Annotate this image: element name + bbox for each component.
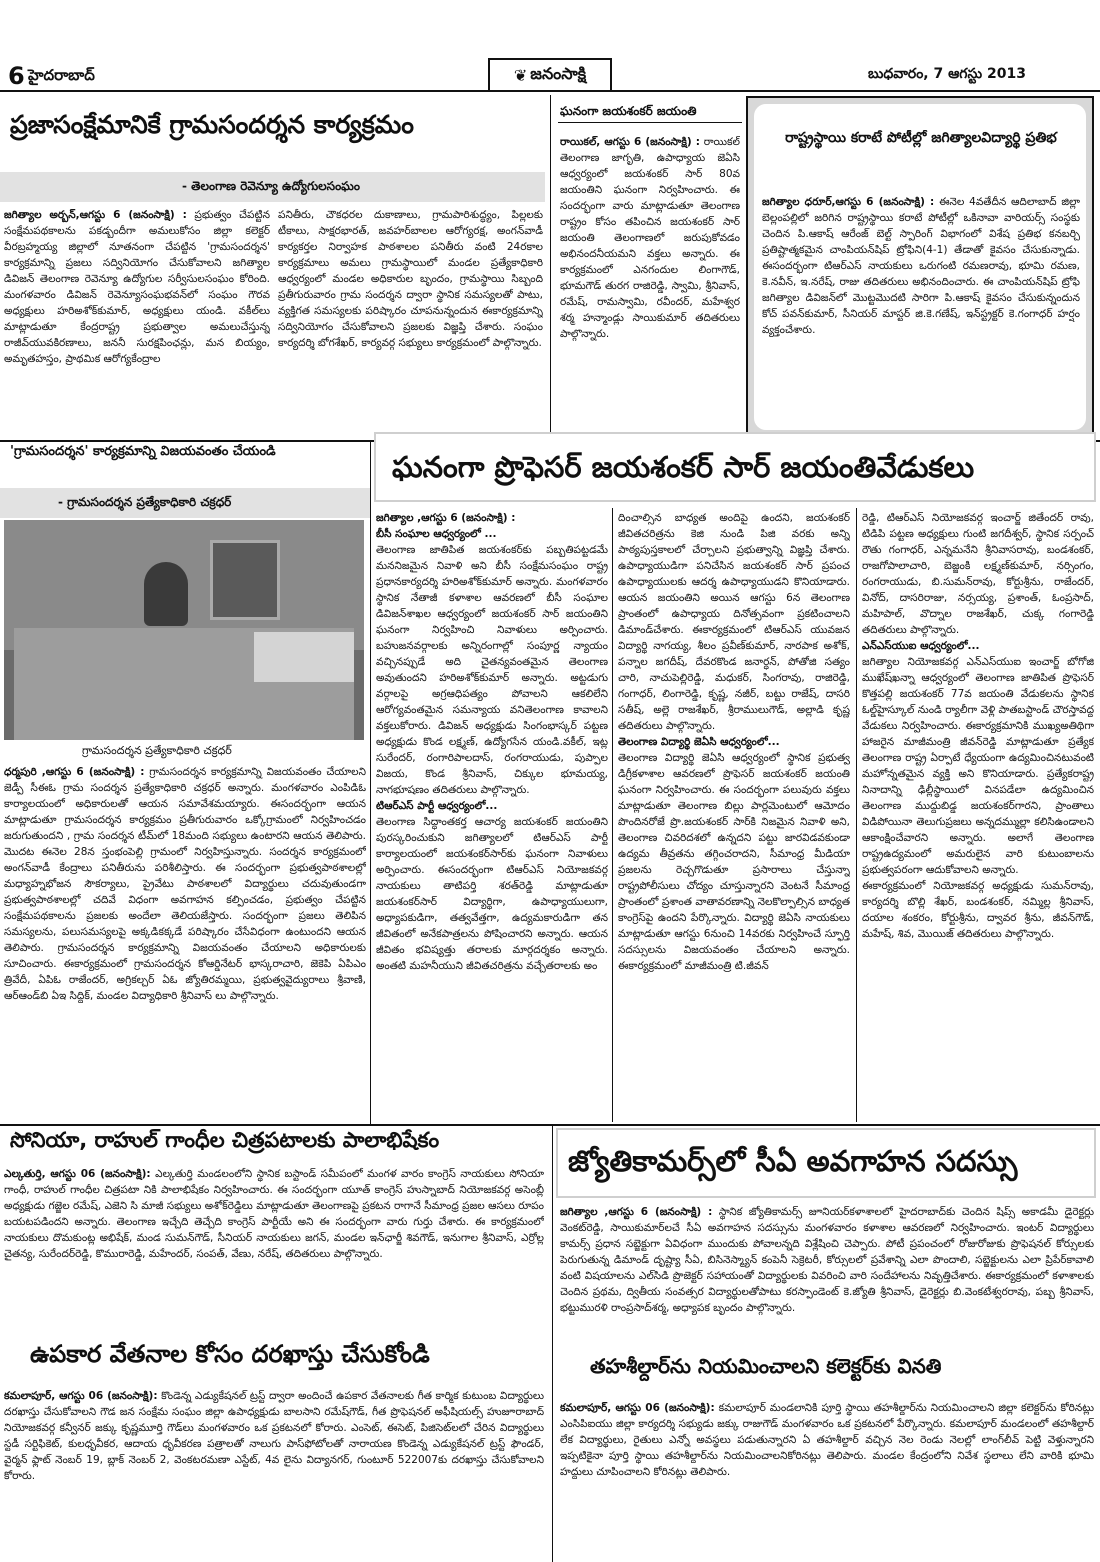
story4-text: గ్రామసందర్శన కార్యక్రమాన్ని విజయవంతం చేయాలని జెడ్పీ సీఈఓ గ్రామ సందర్శన ప్రత్యేకాధికారి చక్రధర్ అన్నారు. మంగళవారం ఎంపిడిఓ కార్యాలయంలో అధికారులతో ఆయన సమావేశమయ్యారు. ఈసందర్భంగా ఆయన మాట్లాడుతూ గ్రామసందర్శన కార్యక్రమం ప్రతీగురువారం ఒక్కోగ్రామంలో నిర్వహించడం జరుగుతుందని , గ్రామ సందర్శన టీమ్‌లో 18మంది సభ్యులు ఉంటారని ఆయన తెలిపారు. మొదట ఈనెల 28న స్తంభంపెల్లి గ్రామంలో నిర్వహిస్తున్నారు. సందర్శన కార్యక్రమంలో అంగన్‌వాడీ కేంద్రాలు పనితీరును పరిశీలిస్తారు. ఈ సందర్భంగా ప్రభుత్వపాఠశాలల్లో మధ్యాహ్నభోజన సౌకర్యాలు, ప్రైవేటు పాఠశాలలో విద్యార్థులు చదువుతుండగా ప్రభుత్వపాఠశాలల్లో చదివే విధంగా అవగాహన కల్పించడం, ప్రభుత్వం చేపట్టిన సంక్షేమపథకాలను ప్రజలకు అందేలా తెలియజేస్తారు. సందర్భంగా ప్రజలు తెలిపిన సమస్యలను, పలుసమస్యలపై అక్కడికక్కడే పరిష్కారం చేసేవిధంగా ఉంటుందని ఆయన తెలిపారు. గ్రామసందర్శన కార్యక్రమాన్ని విజయవంతం చేయాలని అధికారులకు సూచించారు. ఈకార్యక్రమంలో గ్రామసందర్శన కోఆర్డినేటర్ భాస్కరాచారి, జెకెపి ఏపిఎం త్రివేదీ, ఏపిఓ రాజేందర్, అగ్రికల్చర్ ఏఓ జ్యోతిరమ్మయి, ప్రభుత్వవైద్యురాలు శ్రీవాణి, ఆర్‌ఆండ్‌బి ఏఇ సిద్దిక్, మండల విద్యాధికారి శ్రీనివాస్ లు పాల్గొన్నారు.	[4, 766, 366, 1002]
story6-headline: సోనియా, రాహుల్ గాంధీల చిత్రపటాలకు పాలాభిషేకం	[10, 1128, 440, 1152]
story5-subhead-trs: టిఆర్‌ఎస్ పార్టీ ఆధ్వర్యంలో...	[376, 800, 498, 812]
story2-rule	[558, 122, 742, 123]
story9-headline: తహశీల్దార్‌ను నియమించాలని కలెక్టర్‌కు వినతి	[590, 1354, 942, 1378]
story3-text: ఈనెల 4వతేదీన ఆదిలాబాద్ జిల్లా బెల్లంపల్లిలో జరిగిన రాష్ట్రస్థాయి కరాటే పోటీల్లో ఒకినావా వారియర్స్ సంస్థకు చెందిన పి.ఆకాష్ ఆరేంజ్ బెల్ట్ స్పారింగ్ విభాగంలో విశేష ప్రతిభ కనబర్చి ప్రతిష్టాత్మకమైన చాంపియన్‌షిప్ ట్రోఫిని(4-1) తేడాతో కైవసం చేసుకున్నాడు. ఈసందర్భంగా టిఆర్‌ఎస్ నాయకులు ఒరుగంటి రమణరావు, భూమి రమణ, కె.నవీన్, ఇ.నరేష్, రాజు తదితరులు అభినందించారు. ఈ చాంపియన్‌షిప్ ట్రోఫి జగిత్యాల డివిజన్‌లో మొట్టమొదటి సారిగా పి.ఆకాష్ కైవసం చేసుకున్నందున కోచ్ పవన్‌కుమార్, సీనియర్ మాస్టర్ జి.కె.గణేష్, ఇన్‌స్ట్రక్టర్ కె.గంగాధర్ హర్షం వ్యక్తంచేశారు.	[762, 196, 1080, 336]
story1-col2-text: పనితీరు, చౌకధరల దుకాణాలు, గ్రామపారిశుద్ధ్యం, పిల్లలకు టీకాలు, సాక్షరభారత్, జవహర్‌బాలల ఆరోగ్యరక్ష, అంగన్‌వాడీ కార్యకర్తల నిర్వాహక పాఠశాలల పనితీరు వంటి 24రకాల కార్యక్రమాలు అమలు గ్రామస్థాయిలో మండల ప్రత్యేకాధికారి ఆధ్వర్యంలో మండల అధికారుల బృందం, గ్రామస్థాయి సిబ్బంది ప్రతీగురువారం గ్రామ సందర్శన ద్వారా స్థానిక సమస్యలతో పాటు, వ్యక్తిగత సమస్యలకు పరిష్కారం చూపనున్నందున ఈకార్యక్రమాన్ని సద్వినియోగం చేసుకోవాలని ప్రజలకు విజ్ఞప్తి చేశారు. సంఘం కార్యదర్శి బోగశేఖర్, కార్యవర్గ సభ్యులు కార్యక్రమంలో పాల్గొన్నారు.	[278, 209, 543, 349]
issue-date: బుధవారం, 7 ఆగస్టు 2013	[868, 66, 1026, 82]
story5-col1-a: తెలంగాణ జాతిపిత జయశంకర్‌కు పబ్బతిపట్టడమే మననిజమైన నివాళి అని బీసీ సంక్షేమసంఘం రాష్ట్ర ప్రధానకార్యదర్శి హరిఅశోక్‌కుమార్ అన్నారు. మంగళవారం స్థానిక నేతాజీ కళాశాల ఆవరణలో బీసీ సంఘాల డివిజన్‌శాఖల ఆధ్వర్యంలో జయశంకర్ సార్ జయంతిని ఘనంగా నిర్వహించి నివాళులు అర్పించారు. బహుజనవర్గాలకు అన్నిరంగాల్లో సంపూర్ణ న్యాయం వచ్చినప్పుడే అది చైతన్యవంతమైన తెలంగాణ అవుతుందని హరిఅశోక్‌కుమార్ అన్నారు. అట్టడుగు వర్గాలపై అగ్రఆధిపత్యం పోవాలని ఆకలిలేని ఆరోగ్యవంతమైన సమన్యాయ వనితెలంగాణ కావాలని వక్తలుకోరారు. డివిజన్ అధ్యక్షుడు సింగంభాస్కర్ పట్టణ అధ్యక్షుడు కొండ లక్ష్మణ్, ఉద్యోగసేన యండి.వకీల్, ఇట్ల సురేందర్, రంగారిపాలదాస్, రంగరాయుడు, పుప్పాల విజయ, కొండ శ్రీనివాస్, చిక్కుల భూమయ్య, నాగభూషణం తదితరులు పాల్గొన్నారు.	[376, 544, 608, 796]
story8-headline: ఉపకార వేతనాల కోసం దరఖాస్తు చేసుకోండి	[30, 1340, 430, 1368]
story3-inner	[754, 104, 1086, 430]
story5-col2	[618, 510, 850, 1122]
story1-byline: - తెలంగాణ రెవెన్యూ ఉద్యోగులసంఘం	[182, 179, 360, 193]
logo-icon: ❦	[513, 65, 528, 85]
story7-headline-box	[556, 1128, 1096, 1198]
masthead-rule	[0, 90, 1100, 92]
story3-headline: రాష్ట్రస్థాయి కరాటే పోటీల్లో జగిత్యాలవిద్యార్థి ప్రతిభ	[785, 130, 1057, 146]
story7-dateline: జగిత్యాల ,ఆగస్టు 6 (జనంసాక్షి) :	[560, 1206, 713, 1218]
story1-headline: ప్రజాసంక్షేమానికే గ్రామసందర్శన కార్యక్రమం	[10, 110, 414, 139]
story5-headline-box	[374, 432, 1096, 502]
story5-col2-b: తెలంగాణ విద్యార్థి జెఏసి ఆధ్వర్యంలో స్థానిక ప్రభుత్వ డిగ్రీకళాశాల ఆవరణలో ప్రొఫెసర్ జయశంకర్ జయంతి ఘనంగా నిర్వహించారు. ఈ సందర్భంగా పలువురు వక్తలు మాట్లాడుతూ తెలంగాణ బిల్లు పార్లమెంటులో ఆమోదం పొందినరోజే ప్రొ.జయశంకర్ సార్‌కి నిజమైన నివాళి అని, తెలంగాణ చివరిదశలో ఉన్నదని పట్టు జారవిడవకుండా ఉద్యమ తీవ్రతను తగ్గించరాదని, సీమాంధ్ర మీడియా ప్రజలను రెచ్చగొడుతూ ప్రసారాలు చేస్తున్నా రాష్ట్రపోలీసులు చోద్యం చూస్తున్నారని వెంటనే సీమాంధ్ర ప్రాంతంలో ప్రశాంత వాతావరణాన్ని నెలకొల్పాల్సిన బాధ్యత కాంగ్రెస్‌పై ఉందని పేర్కొన్నారు. విద్యార్థి జెఏసి నాయకులు మాట్లాడుతూ ఆగస్టు 6నుంచి 14వరకు నిర్వహించే స్ఫూర్తి సదస్సులను విజయవంతం చేయాలని అన్నారు. ఈకార్యక్రమంలో మాజీమంత్రి టి.జీవన్	[618, 752, 850, 972]
story2-headline: ఘనంగా జయశంకర్ జయంతి	[560, 104, 697, 118]
story1-col1	[4, 207, 270, 439]
official-photo	[4, 520, 364, 740]
story4-headline: 'గ్రామసందర్శన' కార్యక్రమాన్ని విజయవంతం చేయండి	[10, 444, 276, 459]
story9-dateline: కమలాపూర్, ఆగస్టు 06 (జనంసాక్షి):	[560, 1402, 715, 1414]
story1-col2	[278, 207, 543, 439]
story5-col1	[376, 510, 608, 1122]
story5-col2-a: దించాల్సిన బాధ్యత అందిపై ఉందని, జయశంకర్ జీవితచరిత్రను కెజి నుండి పిజి వరకు అన్ని పాఠ్యపుస్తకాలలో చేర్చాలని ప్రభుత్వాన్ని విజ్ఞప్తి చేశారు. ఉపాధ్యాయుడిగా పనిచేసిన జయశంకర్ సార్ ప్రపంచ ఉపాధ్యాయులకు ఆదర్శ ఉపాధ్యాయుడని కొనియాడారు. ఆయన జయంతిని అయిన ఆగస్టు 6న తెలంగాణ ప్రాంతంలో ఉపాధ్యాయ దినోత్సవంగా ప్రకటించాలని డిమాండ్‌చేశారు. ఈకార్యక్రమంలో టిఆర్‌ఎస్ యువజన విద్యార్థి నాగయ్య, శీలం ప్రవీణ్‌కుమార్, నారపాక అశోక్, పన్నాల జగదీష్, దేవరకొండ జనార్ధన్, పోతోజి సత్యం చారి, నాచుపెల్లిరెడ్డి, మధుకర్, సింగరావు, రాజిరెడ్డి, గంగాధర్, లింగారెడ్డి, కృష్ణ, నజీర్, బట్టు రాజేష్, దాసరి సతీష్, అల్లె రాజశేఖర్, శ్రీరాములుగౌడ్, అల్లాడి కృష్ణ తదితరులు పాల్గొన్నారు.	[618, 512, 850, 732]
story7-headline: జ్యోతికామర్స్‌లో సీఏ అవగాహన సదస్సు	[568, 1144, 1018, 1178]
story5-col3-a: రెడ్డి, టిఆర్‌ఎస్ నియోజకవర్గ ఇంచార్జ్ జితేందర్ రావు, టిడిపి పట్టణ అధ్యక్షులు గుంటి జగదీశ్వర్, స్థానిక సర్పంచ్ రౌతు గంగాధర్, ఎన్నమనేని శ్రీనివాసరావు, బండశంకర్, రాజగోపాలాచారి, బెజ్జంకి లక్ష్మణ్‌కుమార్, నర్సింగం, రంగరాయుడు, బి.సుమన్‌రావు, కోర్టుశ్రీను, రాజేందర్, వినోద్, దాసరిరాజు, నర్సయ్య, ప్రశాంత్, ఓంప్రసాద్, మహిపాల్, వొద్నాల రాజశేఖర్, చుక్క గంగారెడ్డి తదితరులు పాల్గొన్నారు.	[862, 512, 1094, 636]
story7-text: స్థానిక జ్యోతికామర్స్ జూనియర్‌కళాశాలలో హైదరాబాద్‌కు చెందిన షిప్స్ అకాడమీ డైరెక్టర్లు వెంకట్‌రెడ్డి, సాయికుమార్‌లచే సీఏ అవగాహన సదస్సును మంగళవారం కళాశాల ఆవరణలో నిర్వహించారు. ఇంటర్ విద్యార్థులు కామర్స్ ప్రధాన సబ్జెక్టుగా ఏవిధంగా ముందుకు పోవాలన్నది విశ్లేషించి చెప్పారు. పోటీ ప్రపంచంలో రోజురోజుకు ప్రొఫెషనల్ కోర్సులకు పెరుగుతున్న డిమాండ్ దృష్ట్యా సీఏ, బిసినెస్మ్యాన్ కంపెనీ సెక్రెటరీ, కోర్సులలో ప్రవేశాన్ని ఎలా పొందాలి, సబ్జెక్టులను ఎలా ప్రిపేర్‌కావాలి వంటి విషయాలను ఎల్‌సిడి ప్రొజెక్టర్ సహాయంతో విద్యార్థులకు వివరించి వారి సందేహాలను నివృత్తిచేశారు. ఈకార్యక్రమంలో కళాశాలకు చెందిన ప్రథమ, ద్వితీయ సంవత్సర విద్యార్థులతోపాటు కరస్పాండెంట్ కె.జ్యోతి శ్రీనివాస్, డైరెక్టర్లు బి.వెంకటేశ్వరరావు, పబ్బ శ్రీనివాస్, భట్టుమురళి రాంప్రసాద్‌శర్మ, అధ్యాపక బృందం పాల్గొన్నారు.	[560, 1206, 1094, 1314]
story5-dateline: జగిత్యాల ,ఆగస్టు 6 (జనంసాక్షి) :	[376, 512, 516, 524]
col-divider	[550, 95, 551, 437]
story5-headline: ఘనంగా ప్రొఫెసర్ జయశంకర్ సార్ జయంతివేడుకలు	[392, 450, 975, 484]
photo-caption: గ్రామసందర్శన ప్రత్యేకాధికారి చక్రధర్	[82, 744, 232, 757]
photo-papers	[254, 632, 354, 682]
masthead-logo	[488, 58, 612, 92]
city-label: హైదరాబాద్	[28, 66, 95, 84]
story2-text: రాయికల్ తెలంగాణ జాగృతి, ఉపాధ్యాయ జెఏసి ఆధ్వర్యంలో జయశంకర్ సార్ 80వ జయంతిని ఘనంగా నిర్వహించారు. ఈ సందర్భంగా వారు మాట్లాడుతూ తెలంగాణ రాష్ట్రం కోసం తపించిన జయశంకర్ సార్ జయంతి తెలంగాణలో జరుపుకోవడం అభినందనీయమని వక్తలు అన్నారు. ఈ కార్యక్రమంలో ఎనగందుల లింగాగౌడ్, భూమగౌడ్ తురగ రాజిరెడ్డి, స్వామి, శ్రీనివాస్, రమేష్, రామస్వామి, రవీందర్, మహేశ్వర శర్మ హన్మాండ్లు సాయికుమార్ తదితరులు పాల్గొన్నారు.	[560, 136, 740, 340]
story8-body	[4, 1388, 544, 1558]
photo-window	[210, 540, 280, 620]
story5-col3	[862, 510, 1094, 1122]
story3-dateline: జగిత్యాల ధరూర్,ఆగస్టు 6 (జనంసాక్షి) :	[762, 196, 935, 208]
story4-dateline: ధర్మపురి ,ఆగస్టు 6 (జనంసాక్షి) :	[4, 766, 145, 778]
story6-text: ఎల్కతుర్తి మండలంలోని స్థానిక బస్టాండ్ సమీపంలో మంగళ వారం కాంగ్రెస్ నాయకులు సోనియా గాంధీ, రాహుల్ గాంధీల చిత్రపటా నికి పాలాభిషేకం నిర్వహించారు. ఈ సందర్భంగా యూత్ కాంగ్రెస్ హుస్నాబాద్ నియోజకవర్గ అసెంబ్లీ అధ్యక్షుడు గజ్జెల రమేష్, ఎజెని సి మాజీ సభ్యులు అశోక్‌రెడ్డిలు మాట్లాడుతూ తెలంగాణపై ప్రకటన రాగానే సీమాంధ్ర ప్రజల ఆసలు రూపం బయటపడిందని అన్నారు. తెలంగాణ ఇచ్చేది తెచ్చేది కాంగ్రెస్ పార్టీయే అని ఈ సందర్భంగా వారు గుర్తు చేశారు. ఈ కార్యక్రమంలో నాయకులు దొమకుంట్ల అభిషేక్, మండ సుమన్‌గౌడ్, సీనియర్ నాయకులు జగన్, మండల ఇన్‌ఛార్జీ శివగౌడ్, ఇనుగాల శ్రీనివాస్, ఎర్రోల్ల చైతన్య, సురేందర్‌రెడ్డి, కొమురారెడ్డి, మహేందర్, సంపత్, వేణు, నరేష్, తదితరులు పాల్గొన్నారు.	[4, 1168, 544, 1260]
story2-body	[560, 134, 740, 434]
story4-byline: - గ్రామసందర్శన ప్రత్యేకాధికారి చక్రధర్	[58, 495, 232, 509]
col-divider	[552, 1126, 553, 1562]
col-divider	[856, 508, 857, 1122]
story1-byline-bar	[0, 172, 545, 202]
story5-subhead-jac: తెలంగాణ విద్యార్థి జెఏసి ఆధ్వర్యంలో...	[618, 736, 780, 748]
story9-body	[560, 1400, 1094, 1558]
logo-text: జనంసాక్షి	[530, 63, 587, 83]
page-number: 6	[8, 62, 25, 90]
story9-text: కమలాపూర్ మండలానికి పూర్తి స్థాయి తహశీల్దార్‌ను నియమించాలని జిల్లా కలెక్టర్‌ను కోరినట్లు ఎంసిపిఐయు జిల్లా కార్యదర్శి సభ్యుడు జక్కు రాజుగౌడ్ మంగళవారం ఒక ప్రకటనలో పేర్కొన్నారు. కమలాపూర్ మండలంలో తహశీల్దార్ లేక విద్యార్థులు, రైతులు ఎన్నో అవస్థలు పడుతున్నారని ఏ తహశీల్దార్ వచ్చిన నెల రెండు నెలల్లో లాంగ్‌లీవ్ పెట్టి వెళ్తున్నారని ఇప్పటికైనా పూర్తి స్థాయి తహశీల్దార్‌ను నియమించాలనికోరినట్లు తెలిపారు. మండల కేంద్రంలోని నివేశ స్థలాలు లేని వారికి భూమి హద్దులు చూపించాలని కోరినట్లు తెలిపారు.	[560, 1402, 1094, 1478]
story5-subhead-bc: బీసీ సంఘాల ఆధ్వర్యంలో ...	[376, 528, 497, 540]
section-rule	[0, 1124, 1100, 1126]
story8-dateline: కమలాపూర్, ఆగస్టు 06 (జనంసాక్షి):	[4, 1390, 158, 1402]
photo-person	[144, 562, 188, 626]
story5-col1-b: తెలంగాణ సిద్ధాంతకర్త ఆచార్య జయశంకర్ జయంతిని పురస్కరించుకుని జగిత్యాలలో టిఆర్‌ఎస్ పార్టీ కార్యాలయంలో జయశంకర్‌సార్‌కు ఘనంగా నివాళులు అర్పించారు. ఈసందర్భంగా టిఆర్‌ఎస్ నియోజకవర్గ నాయకులు తాటిపర్తి శరత్‌రెడ్డి మాట్లాడుతూ జయశంకర్‌సార్ విద్యార్థిగా, ఉపాధ్యాయులుగా, అధ్యాపకుడిగా, తత్వవేత్తగా, ఉద్యమకారుడిగా తన జీవితంలో అనేకపాత్రలను పోషించారని అన్నారు. ఆయన జీవితం భవిష్యత్తు తరాలకు మార్గదర్శకం అన్నారు. అంతటి మహనీయుని జీవితచరిత్రను వచ్చేతరాలకు అం	[376, 816, 608, 972]
story6-dateline: ఎల్కతుర్తి, ఆగస్టు 06 (జనంసాక్షి):	[4, 1168, 151, 1180]
story7-body	[560, 1204, 1094, 1344]
story1-col1-text: ప్రభుత్వం చేపట్టిన సంక్షేమపథకాలను పకడ్బందీగా అమలుకోసం జిల్లా కలెక్టర్ వీరబ్రహ్మయ్య జిల్లాలో నూతనంగా చేపట్టిన 'గ్రామసందర్శన' కార్యక్రమాన్ని ప్రజలు సద్వినియోగం చేసుకోవాలని జగిత్యాల డివిజన్ తెలంగాణ రెవెన్యూ ఉద్యోగుల సర్వీసులసంఘం కోరింది. మంగళవారం డివిజన్ రెవెన్యూసంఘభవన్‌లో సంఘం గౌరవ అధ్యక్షులు హరిఅశోక్‌కుమార్, అధ్యక్షులు యండి. వకీల్‌లు మాట్లాడుతూ కేంద్రరాష్ట్ర ప్రభుత్వాల అమలుచేస్తున్న రాజీవ్‌యువకిరణాలు, జననీ సురక్షపింఛన్లు, మన బియ్యం, అమృతహస్తం, ప్రాథమిక ఆరోగ్యకేంద్రాల	[4, 209, 270, 365]
story2-dateline: రాయికల్, ఆగస్టు 6 (జనంసాక్షి) :	[560, 136, 700, 148]
col-divider	[612, 508, 613, 1122]
story8-text: కొండెన్న ఎడ్యుకేషనల్ ట్రస్ట్ ద్వారా అందించే ఉపకార వేతనాలకు గీత కార్మిక కుటుంబ విద్యార్థులు దరఖాస్తు చేసుకోవాలని గౌడ జన సంక్షేమ సంఘం జిల్లా ఉపాధ్యక్షుడు బాలసాని రమేష్‌గౌడ్, గీత ప్రొఫెషనల్ అఫీషియల్స్ హుజూరాబాద్ నియోజకవర్గ కన్వీనర్ జక్కు కృష్ణమూర్తి గౌడ్‌లు మంగళవారం ఒక ప్రకటనలో కోరారు. ఎంసెట్, ఈసెట్, పిజిసెట్‌లలో చేరిన విద్యార్థులు స్టడీ సర్టిఫికెట్, కులధృవీకర, ఆదాయ ధృవీకరణ పత్రాలతో నాలుగు పాస్‌ఫోటోలతో నారాయణ కొండెన్న ఎడ్యుకేషనల్ ట్రస్ట్ ఫౌండర్, వైర్మన్ ఫ్లాట్ నెంబర్ 19, బ్లాక్ నెంబర్ 2, వెంకటరమణా ఎస్టేట్, 4వ లైను విద్యానగర్, గుంటూర్ 522007కు దరఖాస్తు చేసుకోవాలని కోరారు.	[4, 1390, 544, 1482]
story3-box	[746, 96, 1094, 438]
story5-col3-c: ఈకార్యక్రమంలో నియోజకవర్గ అధ్యక్షుడు సుమన్‌రావు, కార్యదర్శి బొల్లి శేఖర్, బండశంకర్, నమ్మిల్ల శ్రీనివాస్, దయాల శంకరం, కోర్టుశ్రీను, ద్వావర శ్రీను, జీవన్‌గౌడ్, మహేష్, శివ, మొయిజ్ తదితరులు పాల్గొన్నారు.	[862, 880, 1094, 940]
story4-byline-bar	[0, 488, 370, 518]
story5-col3-b: జగిత్యాల నియోజకవర్గ ఎన్‌ఎస్‌యుఐ ఇంచార్జ్ బోగోజి ముఖేష్‌ఖన్నా ఆధ్వర్యంలో తెలంగాణ జాతిపిత ప్రొఫెసర్ కొత్తపల్లి జయశంకర్ 77వ జయంతి వేడుకలను స్థానిక ఓల్డ్‌హైస్కూల్ నుండి ర్యాలీగా వెళ్లి పాతబస్టాండ్ చౌరస్తావద్ద వేడుకలు నిర్వహించారు. ఈకార్యక్రమానికి ముఖ్యఅతిథిగా హాజరైన మాజీమంత్రి జీవన్‌రెడ్డి మాట్లాడుతూ ప్రత్యేక తెలంగాణ రాష్ట్ర ఏర్పాటే ధ్యేయంగా ఉద్యమించినటువంటి మహోన్నతమైన వ్యక్తి అని కొనియాడారు. ప్రత్యేకరాష్ట్ర నినాదాన్ని ఢిల్లీస్థాయిలో వినపడేలా ఉద్యమించిన తెలంగాణ ముద్దుబిడ్డ జయశంకర్‌గారని, ప్రాంతాలు విడిపోయినా తెలుగుప్రజలు అన్నదమ్ముల్లా కలిసిఉండాలని ఆకాంక్షించేవారని అన్నారు. అలాగే తెలంగాణ రాష్ట్రఉద్యమంలో అమరులైన వారి కుటుంబాలను ప్రభుత్వపరంగా ఆదుకోవాలని అన్నారు.	[862, 656, 1094, 876]
col-divider	[370, 442, 371, 1124]
story4-body	[4, 764, 366, 1120]
story3-body	[762, 194, 1080, 430]
story1-dateline: జగిత్యాల అర్బన్,ఆగస్టు 6 (జనంసాక్షి) :	[4, 209, 187, 221]
story5-subhead-nsui: ఎన్‌ఎస్‌యుఐ ఆధ్వర్యంలో...	[862, 640, 980, 652]
story6-body	[4, 1166, 544, 1338]
